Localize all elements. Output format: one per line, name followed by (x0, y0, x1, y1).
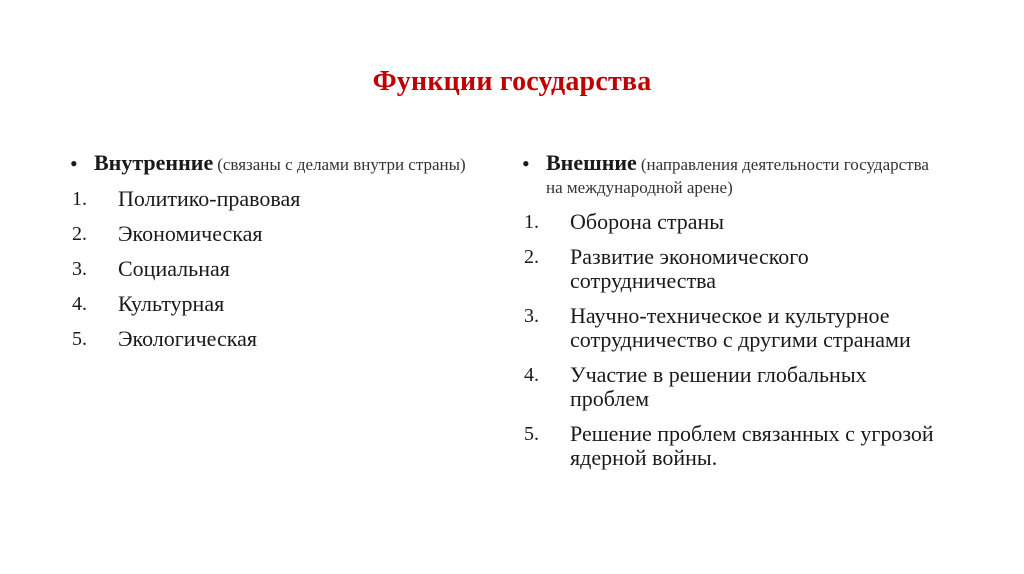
list-item (522, 245, 942, 293)
bullet-icon: • (522, 151, 530, 176)
external-heading-note: (направления деятельности государства на международной арене) (546, 155, 929, 197)
list-item (522, 210, 942, 234)
list-item (70, 257, 490, 281)
list-item (70, 327, 490, 351)
list-item-text: Культурная (118, 291, 225, 316)
list-item (522, 363, 942, 411)
external-heading (522, 152, 942, 200)
list-item (70, 222, 490, 246)
list-item-number: 4. (524, 364, 539, 386)
list-item-text: Политико-правовая (118, 186, 301, 211)
list-item-number: 3. (524, 305, 539, 327)
list-item-number: 2. (524, 246, 539, 268)
internal-heading-title: Внутренние (94, 150, 214, 175)
list-item-number: 1. (524, 211, 539, 233)
list-item (522, 422, 942, 470)
external-functions-column (522, 152, 942, 481)
internal-heading (70, 152, 490, 177)
list-item-number: 5. (72, 328, 87, 350)
internal-functions-list (70, 187, 490, 351)
list-item-number: 2. (72, 223, 87, 245)
list-item-text: Развитие экономического сотрудничества (570, 244, 809, 293)
list-item-text: Экономическая (118, 221, 263, 246)
slide-title: Функции государства (372, 66, 652, 97)
list-item-text: Научно-техническое и культурное сотрудничество с другими странами (570, 303, 911, 352)
internal-functions-column (70, 152, 490, 362)
list-item (522, 304, 942, 352)
list-item-number: 3. (72, 258, 87, 280)
internal-heading-note: (связаны с делами внутри страны) (217, 155, 466, 174)
list-item-number: 1. (72, 188, 87, 210)
bullet-icon: • (70, 151, 78, 176)
list-item-text: Экологическая (118, 326, 257, 351)
list-item-text: Решение проблем связанных с угрозой ядерной войны. (570, 421, 934, 470)
external-functions-list (522, 210, 942, 470)
list-item (70, 187, 490, 211)
list-item-text: Участие в решении глобальных проблем (570, 362, 867, 411)
list-item-number: 4. (72, 293, 87, 315)
list-item-number: 5. (524, 423, 539, 445)
list-item-text: Социальная (118, 256, 230, 281)
external-heading-title: Внешние (546, 150, 637, 175)
list-item (70, 292, 490, 316)
list-item-text: Оборона страны (570, 209, 725, 234)
